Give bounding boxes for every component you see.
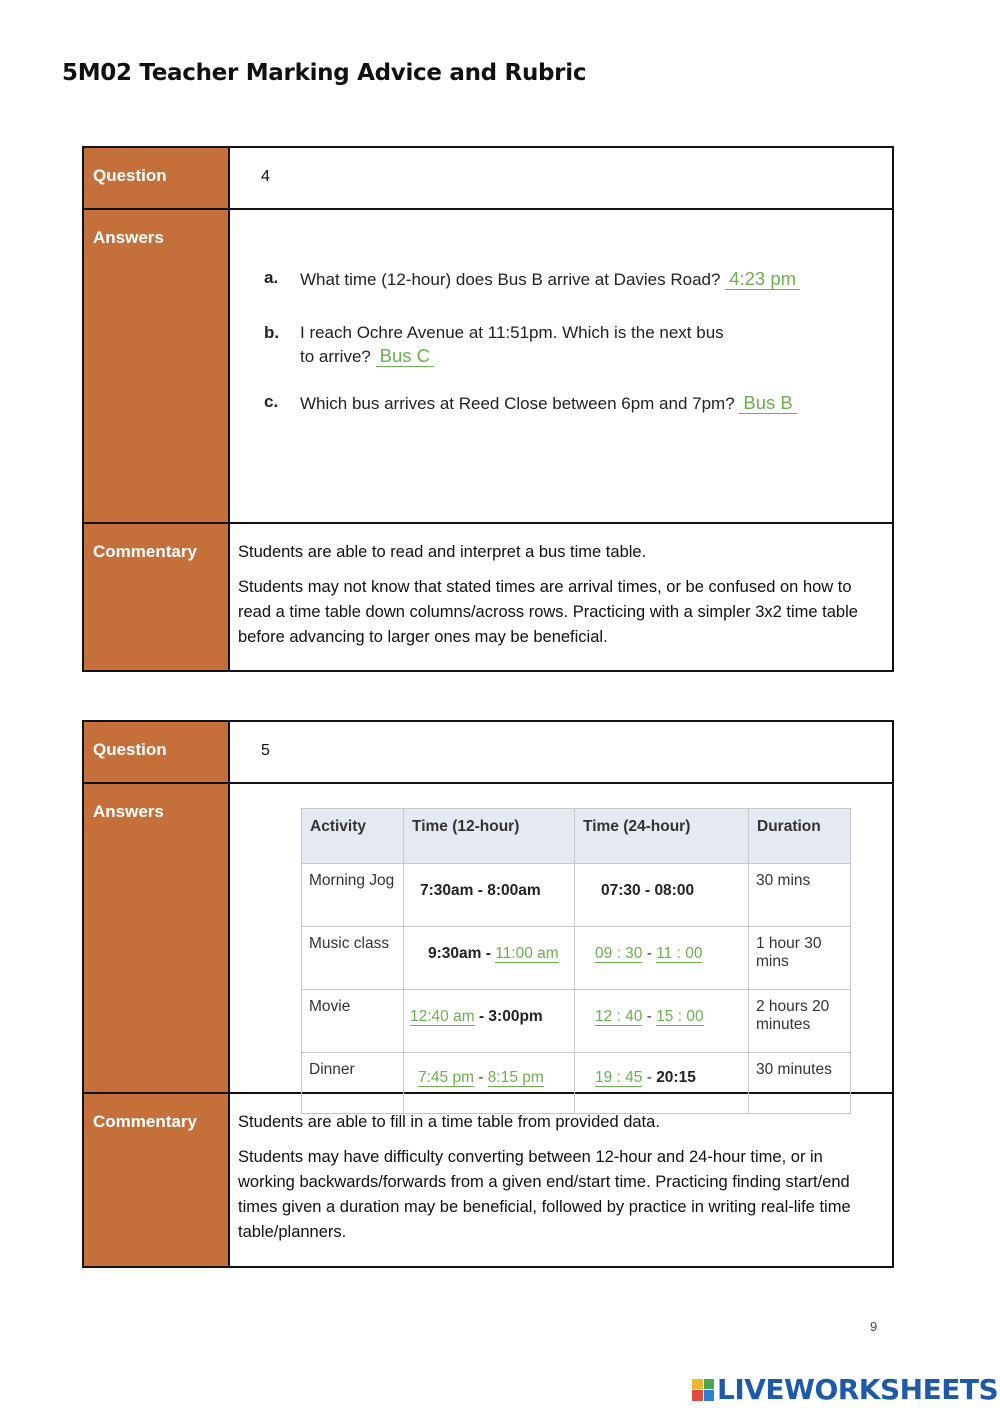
commentary-detail: Students may have difficulty converting between 12-hour and 24-hour time, or in working backwards/forwards from a given end/start time. Practicing finding start/end times given a duration may be beneficial, followed by practice in writing real-life time table/planners. — [238, 1148, 851, 1241]
item-answer: Bus B — [739, 392, 796, 414]
timetable-header-row — [302, 809, 851, 864]
time24-start: 19 : 45 — [595, 1069, 643, 1086]
time24-sep: - — [640, 882, 655, 899]
time12-sep: - — [474, 1008, 489, 1025]
table-row — [302, 864, 851, 927]
time12-start: 12:40 am — [410, 1008, 475, 1025]
question-number: 5 — [261, 742, 270, 759]
activity-cell: Dinner — [302, 1053, 404, 1114]
duration-cell: 30 mins — [749, 864, 851, 927]
time12-sep: - — [473, 882, 488, 899]
liveworksheets-logo-icon — [692, 1379, 714, 1401]
table-row — [302, 927, 851, 990]
question-4-table — [82, 146, 894, 672]
column-header: Time (12-hour) — [404, 809, 575, 864]
page-title: 5M02 Teacher Marking Advice and Rubric — [62, 60, 587, 86]
activity-timetable — [301, 808, 851, 1114]
item-question-line2: to arrive? — [300, 347, 371, 366]
time12-end: 8:15 pm — [487, 1069, 544, 1086]
activity-cell: Music class — [302, 927, 404, 990]
time12-end: 8:00am — [487, 882, 541, 899]
page-number: 9 — [870, 1319, 878, 1334]
q4-answers — [230, 210, 892, 522]
time12-start: 9:30am — [428, 945, 482, 962]
liveworksheets-brand-text: LIVEWORKSHEETS — [717, 1373, 999, 1406]
item-letter: c. — [264, 392, 279, 411]
table-row — [302, 990, 851, 1053]
q5-commentary — [230, 1094, 892, 1245]
question-label: Question — [83, 721, 229, 783]
activity-cell: Movie — [302, 990, 404, 1053]
question-number: 4 — [261, 168, 270, 185]
column-header: Time (24-hour) — [575, 809, 749, 864]
item-answer: Bus C — [376, 345, 434, 367]
item-answer: 4:23 pm — [725, 268, 800, 290]
time24-start: 09 : 30 — [595, 945, 643, 962]
item-question: What time (12-hour) does Bus B arrive at Davies Road? — [300, 270, 721, 289]
time24-start: 12 : 40 — [595, 1008, 643, 1025]
duration-cell: 2 hours 20 minutes — [749, 990, 851, 1053]
item-letter: a. — [264, 268, 279, 287]
duration-cell: 1 hour 30 mins — [749, 927, 851, 990]
time24-end: 15 : 00 — [656, 1008, 704, 1025]
table-row — [302, 1053, 851, 1114]
commentary-label: Commentary — [83, 1093, 229, 1267]
answers-label: Answers — [83, 209, 229, 523]
time24-start: 07:30 — [601, 882, 641, 899]
time12-start: 7:30am — [420, 882, 474, 899]
commentary-summary: Students are able to fill in a time table from provided data. — [238, 1113, 660, 1131]
item-letter: b. — [264, 323, 280, 342]
item-question: Which bus arrives at Reed Close between 6pm and 7pm? — [300, 394, 735, 413]
column-header: Activity — [302, 809, 404, 864]
time12-sep: - — [474, 1069, 488, 1086]
activity-cell: Morning Jog — [302, 864, 404, 927]
commentary-summary: Students are able to read and interpret a bus time table. — [238, 543, 647, 561]
duration-cell: 30 minutes — [749, 1053, 851, 1114]
time24-sep: - — [642, 945, 657, 962]
time24-sep: - — [642, 1008, 657, 1025]
commentary-detail: Students may not know that stated times are arrival times, or be confused on how to read a time table down columns/across rows. Practicing with a simpler 3x2 time table before advancing to larger ones may be beneficial. — [238, 578, 858, 646]
liveworksheets-logo — [692, 1373, 998, 1406]
time24-end: 20:15 — [656, 1069, 696, 1086]
time24-sep: - — [642, 1069, 657, 1086]
time12-sep: - — [481, 945, 496, 962]
time12-end: 3:00pm — [488, 1008, 543, 1025]
commentary-label: Commentary — [83, 523, 229, 671]
time12-start: 7:45 pm — [418, 1069, 475, 1086]
question-5-table — [82, 720, 894, 1268]
question-label: Question — [83, 147, 229, 209]
item-question-line1: I reach Ochre Avenue at 11:51pm. Which is the next bus — [300, 323, 724, 342]
q4-commentary — [230, 524, 892, 650]
time12-end: 11:00 am — [495, 945, 559, 962]
answers-label: Answers — [83, 783, 229, 1093]
time24-end: 08:00 — [654, 882, 695, 899]
time24-end: 11 : 00 — [656, 945, 703, 962]
column-header: Duration — [749, 809, 851, 864]
